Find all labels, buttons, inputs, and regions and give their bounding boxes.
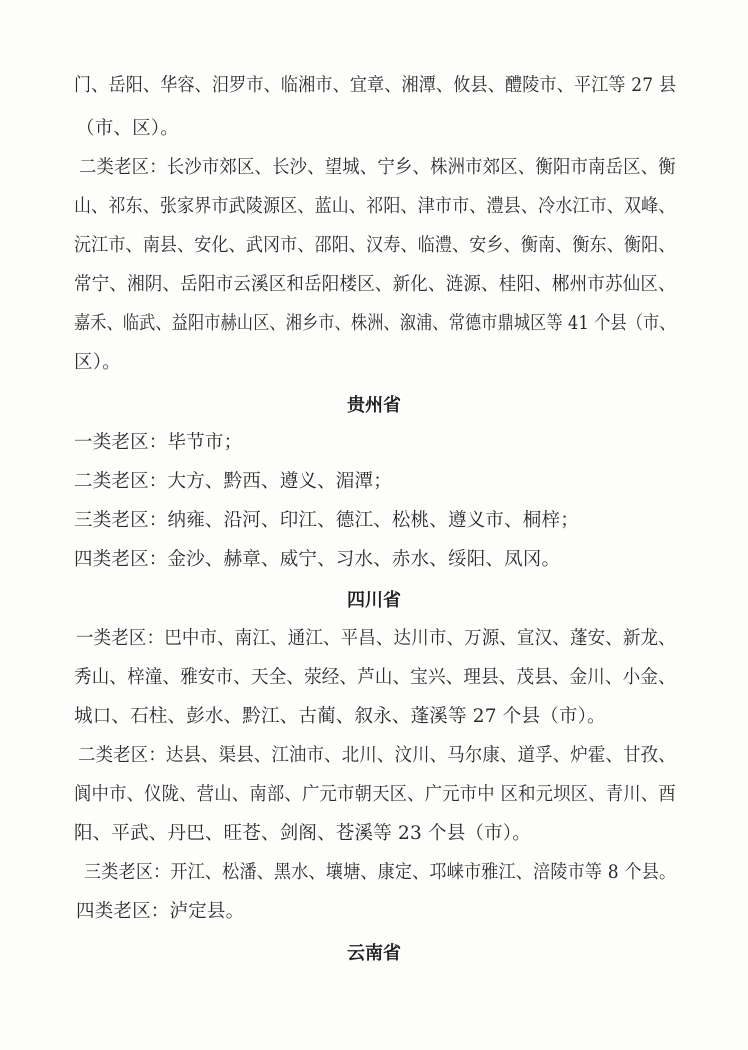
sichuan-class1-line-2: 秀山、梓潼、雅安市、天全、荥经、芦山、宝兴、理县、茂县、金川、小金、 bbox=[74, 667, 676, 688]
yunnan-heading: 云南省 bbox=[347, 943, 401, 964]
sichuan-class3: 三类老区：开江、松潘、黑水、壤塘、康定、邛崃市雅江、涪陵市等 8 个县。 bbox=[84, 862, 677, 883]
guizhou-class3: 三类老区：纳雍、沿河、印江、德江、松桃、遵义市、桐梓； bbox=[74, 510, 579, 531]
hunan-class2-line-1: 二类老区：长沙市郊区、长沙、望城、宁乡、株洲市郊区、衡阳市南岳区、衡 bbox=[79, 157, 676, 178]
hunan-continued-line-2: （市、区）。 bbox=[76, 118, 179, 139]
sichuan-class1-line-3: 城口、石柱、彭水、黔江、古蔺、叙永、蓬溪等 27 个县（市）。 bbox=[74, 706, 606, 727]
sichuan-class1-line-1: 一类老区：巴中市、南江、通江、平昌、达川市、万源、宣汉、蓬安、新龙、 bbox=[76, 628, 676, 649]
hunan-class2-line-2: 山、祁东、张家界市武陵源区、蓝山、祁阳、津市市、澧县、冷水江市、双峰、 bbox=[74, 196, 676, 217]
hunan-class2-line-6: 区）。 bbox=[74, 352, 121, 373]
guizhou-class4: 四类老区：金沙、赫章、威宁、习水、赤水、绥阳、凤冈。 bbox=[74, 549, 561, 570]
sichuan-class2-line-1: 二类老区：达县、渠县、江油市、北川、汶川、马尔康、道孚、炉霍、甘孜、 bbox=[78, 745, 676, 766]
guizhou-class1: 一类老区：毕节市； bbox=[74, 432, 243, 453]
hunan-class2-line-3: 沅江市、南县、安化、武冈市、邵阳、汉寿、临澧、安乡、衡南、衡东、衡阳、 bbox=[74, 235, 676, 256]
hunan-continued-line-1: 门、岳阳、华容、汨罗市、临湘市、宜章、湘潭、攸县、醴陵市、平江等 27 县 bbox=[74, 75, 677, 96]
guizhou-heading: 贵州省 bbox=[347, 395, 401, 416]
guizhou-class2: 二类老区：大方、黔西、遵义、湄潭； bbox=[74, 471, 392, 492]
sichuan-heading: 四川省 bbox=[347, 590, 401, 611]
sichuan-class2-line-3: 阳、平武、丹巴、旺苍、剑阁、苍溪等 23 个县（市）。 bbox=[74, 823, 531, 844]
sichuan-class2-line-2: 阆中市、仪陇、营山、南部、广元市朝天区、广元市中 区和元坝区、青川、酉 bbox=[74, 784, 676, 805]
hunan-class2-line-5: 嘉禾、临武、益阳市赫山区、湘乡市、株洲、溆浦、常德市鼎城区等 41 个县（市、 bbox=[74, 313, 676, 334]
sichuan-class4: 四类老区：泸定县。 bbox=[76, 901, 245, 922]
hunan-class2-line-4: 常宁、湘阴、岳阳市云溪区和岳阳楼区、新化、涟源、桂阳、郴州市苏仙区、 bbox=[74, 274, 676, 295]
